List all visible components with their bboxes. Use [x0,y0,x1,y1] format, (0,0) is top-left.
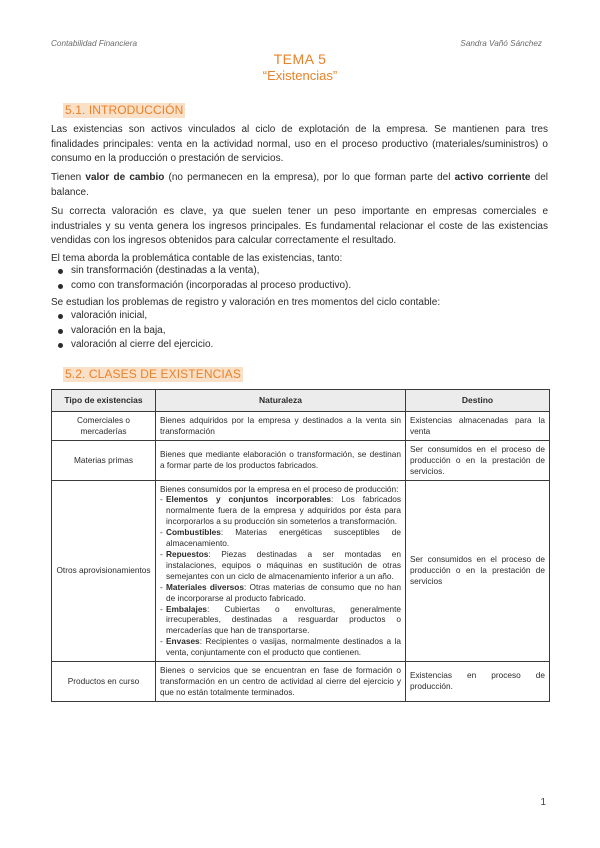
cell-tipo: Comerciales o mercaderías [52,412,156,441]
text: Tienen [51,172,86,183]
column-header: Tipo de existencias [52,390,156,412]
cell-naturaleza: Bienes que mediante elaboración o transformación, se destinan a formar parte de los productos fabricados. [156,440,406,480]
list-item: como con transformación (incorporadas al proceso productivo). [57,279,351,294]
list-item [160,604,401,637]
page-number: 1 [540,797,546,808]
text: : Recipientes o vasijas, normalmente destinados a la venta, conjuntamente con el producto que contienen. [166,636,401,658]
text: : Materias energéticas susceptibles de almacenamiento. [166,527,401,549]
text: : Los fabricados normalmente fuera de la empresa y adquiridos por ésta para incorporarlos a su producción sin someterlos a transformación. [166,494,401,527]
paragraph: Su correcta valoración es clave, ya que suelen tener un peso importante en empresas comerciales e industriales y su venta genera los ingresos principales. Es fundamental relacionar el coste de las existencias vendidas con los ingresos obtenidos para calcular correctamente el resultado. [51,206,548,247]
bullet-list [57,309,213,353]
cell-destino: Existencias almacenadas para la venta [406,412,550,441]
section-heading-introduccion [63,103,185,117]
bold-term: Embalajes [166,603,208,614]
bold-term: Materiales diversos [166,581,244,592]
text: (no permanecen en la empresa), por lo que forman parte del [164,172,455,183]
bold-term: valor de cambio [85,172,165,183]
cell-intro: Bienes consumidos por la empresa en el proceso de producción: [160,483,399,494]
cell-destino: Existencias en proceso de producción. [406,662,550,702]
table-header-row [52,390,550,412]
cell-destino: Ser consumidos en el proceso de producción o en la prestación de servicios [406,480,550,662]
existencias-table [51,389,550,702]
bullet-list [57,264,351,293]
list-item: valoración al cierre del ejercicio. [57,338,213,353]
list-item [160,494,401,527]
cell-destino: Ser consumidos en el proceso de producción o en la prestación de servicios. [406,440,550,480]
section-heading-text: 5.2. CLASES DE EXISTENCIAS [65,367,241,381]
paragraph [51,171,548,200]
paragraph: Las existencias son activos vinculados al ciclo de explotación de la empresa. Se mantienen para tres finalidades principales: venta en la actividad normal, uso en el proceso productivo (materiales/suministros) o consumo en la producción o prestación de servicios. [51,124,548,165]
paragraph: Se estudian los problemas de registro y valoración en tres momentos del ciclo contable: [51,297,441,308]
cell-naturaleza [156,480,406,662]
topic-title: “Existencias” [262,68,338,83]
table-row [52,440,550,480]
cell-tipo: Materias primas [52,440,156,480]
header-author: Sandra Vañó Sánchez [460,39,542,48]
table-row [52,662,550,702]
list-item [160,527,401,549]
column-header: Destino [406,390,550,412]
bold-term: Envases [166,636,200,647]
list-item: valoración en la baja, [57,324,213,339]
header-course: Contabilidad Financiera [51,39,138,48]
topic-number: TEMA 5 [273,51,327,67]
section-heading-text: 5.1. INTRODUCCIÓN [65,103,184,117]
bold-term: Repuestos [166,548,209,559]
cell-naturaleza: Bienes o servicios que se encuentran en fase de formación o transformación en un centro de actividad al cierre del ejercicio y que no están totalmente terminados. [156,662,406,702]
text: del balance. [51,172,548,198]
list-item [160,636,401,658]
bold-term: activo corriente [454,172,531,183]
text: : Piezas destinadas a ser montadas en instalaciones, equipos o máquinas en sustitución de otras semejantes con un ciclo de almacenamiento inferior a un año. [166,548,401,581]
column-header: Naturaleza [156,390,406,412]
list-item: valoración inicial, [57,309,213,324]
list-item: sin transformación (destinadas a la venta), [57,264,351,279]
text: : Otras materias de consumo que no han de incorporarse al producto fabricado. [166,581,401,603]
paragraph: El tema aborda la problemática contable de las existencias, tanto: [51,253,343,264]
text: : Cubiertas o envolturas, generalmente irrecuperables, destinadas a resguardar productos o mercaderías que han de transportarse. [166,603,401,636]
table-row [52,412,550,441]
cell-tipo: Productos en curso [52,662,156,702]
table-row [52,480,550,662]
cell-naturaleza: Bienes adquiridos por la empresa y destinados a la venta sin transformación [156,412,406,441]
list-item [160,549,401,582]
list-item [160,582,401,604]
section-heading-clases [63,367,243,381]
bold-term: Combustibles [166,527,221,538]
aprovisionamientos-list [160,494,401,658]
cell-tipo: Otros aprovisionamientos [52,480,156,662]
bold-term: Elementos y conjuntos incorporables [166,494,332,505]
